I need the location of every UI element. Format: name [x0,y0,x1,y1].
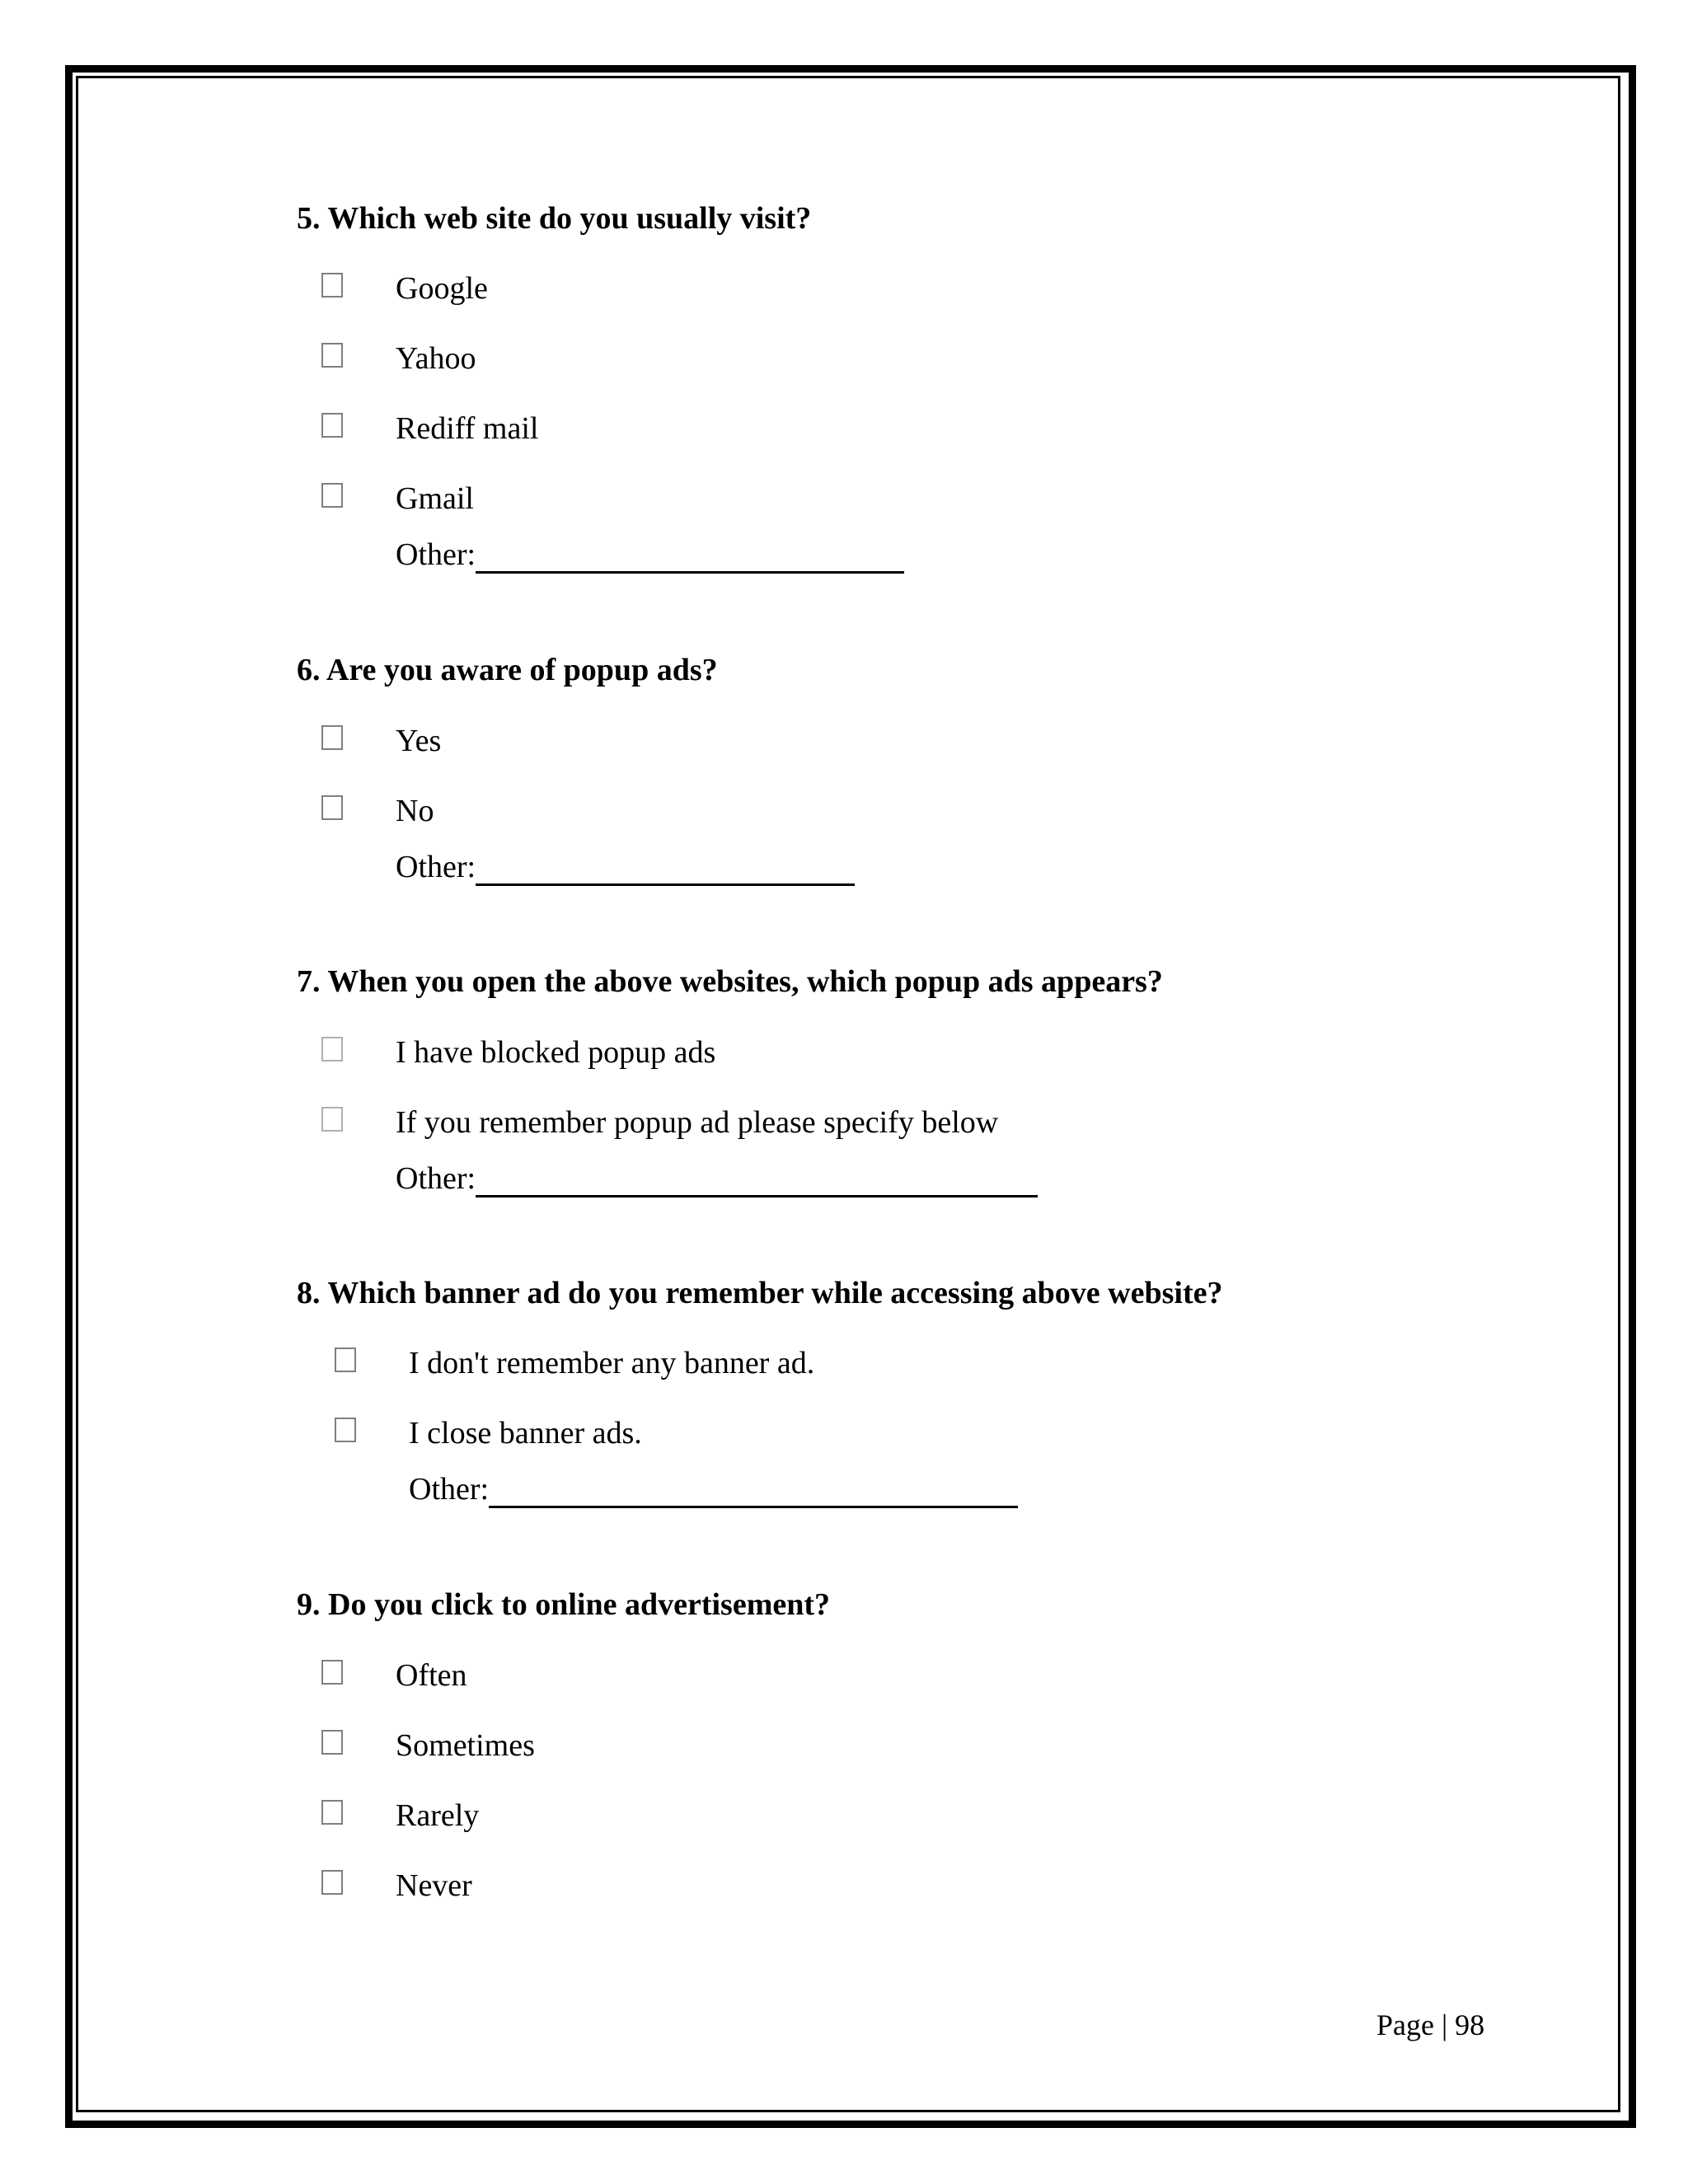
checkbox[interactable] [321,1037,343,1062]
question-8-title: 8. Which banner ad do you remember while accessing above website? [297,1276,1223,1310]
option-label: Yahoo [396,341,476,376]
other-field-q8[interactable] [409,1470,1018,1508]
checkbox[interactable] [321,273,343,298]
option-label: Sometimes [396,1728,535,1763]
other-input-line[interactable] [489,1476,1018,1508]
checkbox[interactable] [321,1660,343,1685]
question-6-title: 6. Are you aware of popup ads? [297,653,718,687]
option-label: If you remember popup ad please specify below [396,1105,999,1140]
option-label: Google [396,271,488,306]
option-label: I close banner ads. [409,1416,642,1451]
other-field-q5[interactable] [396,536,904,574]
option-label: Rarely [396,1798,480,1833]
option-label: I have blocked popup ads [396,1035,716,1070]
checkbox[interactable] [321,1870,343,1895]
checkbox[interactable] [321,483,343,508]
other-field-q6[interactable] [396,848,855,886]
other-label: Other: [396,1161,476,1196]
other-input-line[interactable] [476,1165,1038,1197]
page-number: Page | 98 [1376,2008,1485,2041]
checkbox[interactable] [321,1107,343,1132]
option-label: Rediff mail [396,411,539,446]
checkbox[interactable] [321,795,343,820]
option-label: No [396,794,434,828]
option-label: Yes [396,724,442,758]
option-label: I don't remember any banner ad. [409,1346,815,1380]
checkbox[interactable] [321,1730,343,1755]
checkbox[interactable] [321,725,343,750]
question-9-title: 9. Do you click to online advertisement? [297,1587,831,1622]
checkbox[interactable] [321,413,343,438]
option-label: Often [396,1658,467,1693]
other-input-line[interactable] [476,541,904,574]
other-label: Other: [396,850,476,884]
question-7-title: 7. When you open the above websites, which popup ads appears? [297,964,1163,999]
option-label: Gmail [396,481,474,516]
other-field-q7[interactable] [396,1160,1038,1197]
checkbox[interactable] [321,1800,343,1825]
question-5-title: 5. Which web site do you usually visit? [297,201,812,236]
option-label: Never [396,1868,472,1903]
checkbox[interactable] [321,343,343,368]
other-label: Other: [396,537,476,572]
other-label: Other: [409,1472,490,1507]
other-input-line[interactable] [476,854,855,886]
checkbox[interactable] [335,1347,356,1372]
checkbox[interactable] [335,1418,356,1442]
page-border-inner [76,76,1620,2112]
